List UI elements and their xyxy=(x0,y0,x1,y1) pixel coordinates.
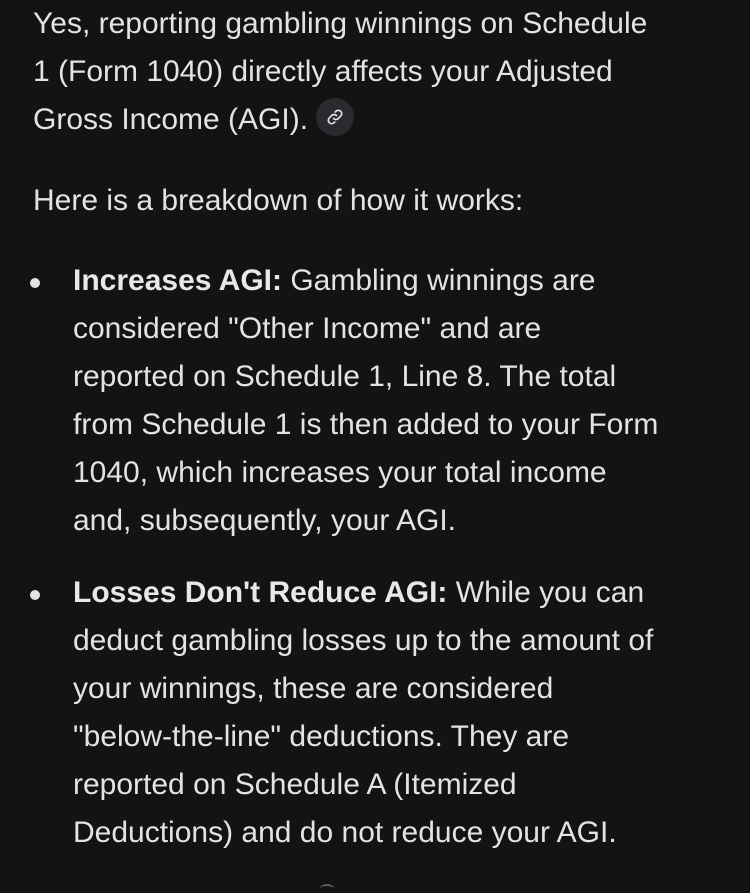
list-item-line: reported on Schedule A (Itemized xyxy=(73,768,517,801)
link-icon xyxy=(326,108,344,126)
list-item-line: Deductions) and do not reduce your AGI. xyxy=(73,816,617,849)
intro-paragraph xyxy=(33,0,647,144)
list-item-text xyxy=(73,257,658,545)
list-item-line: considered "Other Income" and are xyxy=(73,312,542,345)
bullet-marker xyxy=(30,590,40,600)
list-item-line: and, subsequently, your AGI. xyxy=(73,504,457,537)
lead-in-text: Here is a breakdown of how it works: xyxy=(33,184,524,217)
list-item-first-line xyxy=(73,257,658,305)
list-item-line: your winnings, these are considered xyxy=(73,672,554,705)
intro-line-text: Gross Income (AGI). xyxy=(33,103,309,136)
list-item-line: "below-the-line" deductions. They are xyxy=(73,720,570,753)
list-item-line: deduct gambling losses up to the amount of xyxy=(73,624,654,657)
list-item-text xyxy=(73,569,653,857)
partial-next-line xyxy=(320,884,334,893)
list-item-heading: Increases AGI: xyxy=(73,264,282,297)
list-item-first-line xyxy=(73,569,653,617)
list-item-line: from Schedule 1 is then added to your Form xyxy=(73,408,659,441)
bullet-marker xyxy=(30,278,40,288)
lead-in-paragraph xyxy=(33,177,523,225)
list-item-first-rest: While you can xyxy=(447,576,645,609)
list-item-first-rest: Gambling winnings are xyxy=(282,264,596,297)
list-item-heading: Losses Don't Reduce AGI: xyxy=(73,576,448,609)
intro-line: 1 (Form 1040) directly affects your Adjusted xyxy=(33,55,613,88)
list-item-line: 1040, which increases your total income xyxy=(73,456,607,489)
intro-line: Yes, reporting gambling winnings on Schedule xyxy=(33,7,648,40)
intro-line-last xyxy=(33,96,647,144)
list-item-line: reported on Schedule 1, Line 8. The total xyxy=(73,360,617,393)
source-link-button[interactable] xyxy=(316,98,354,136)
